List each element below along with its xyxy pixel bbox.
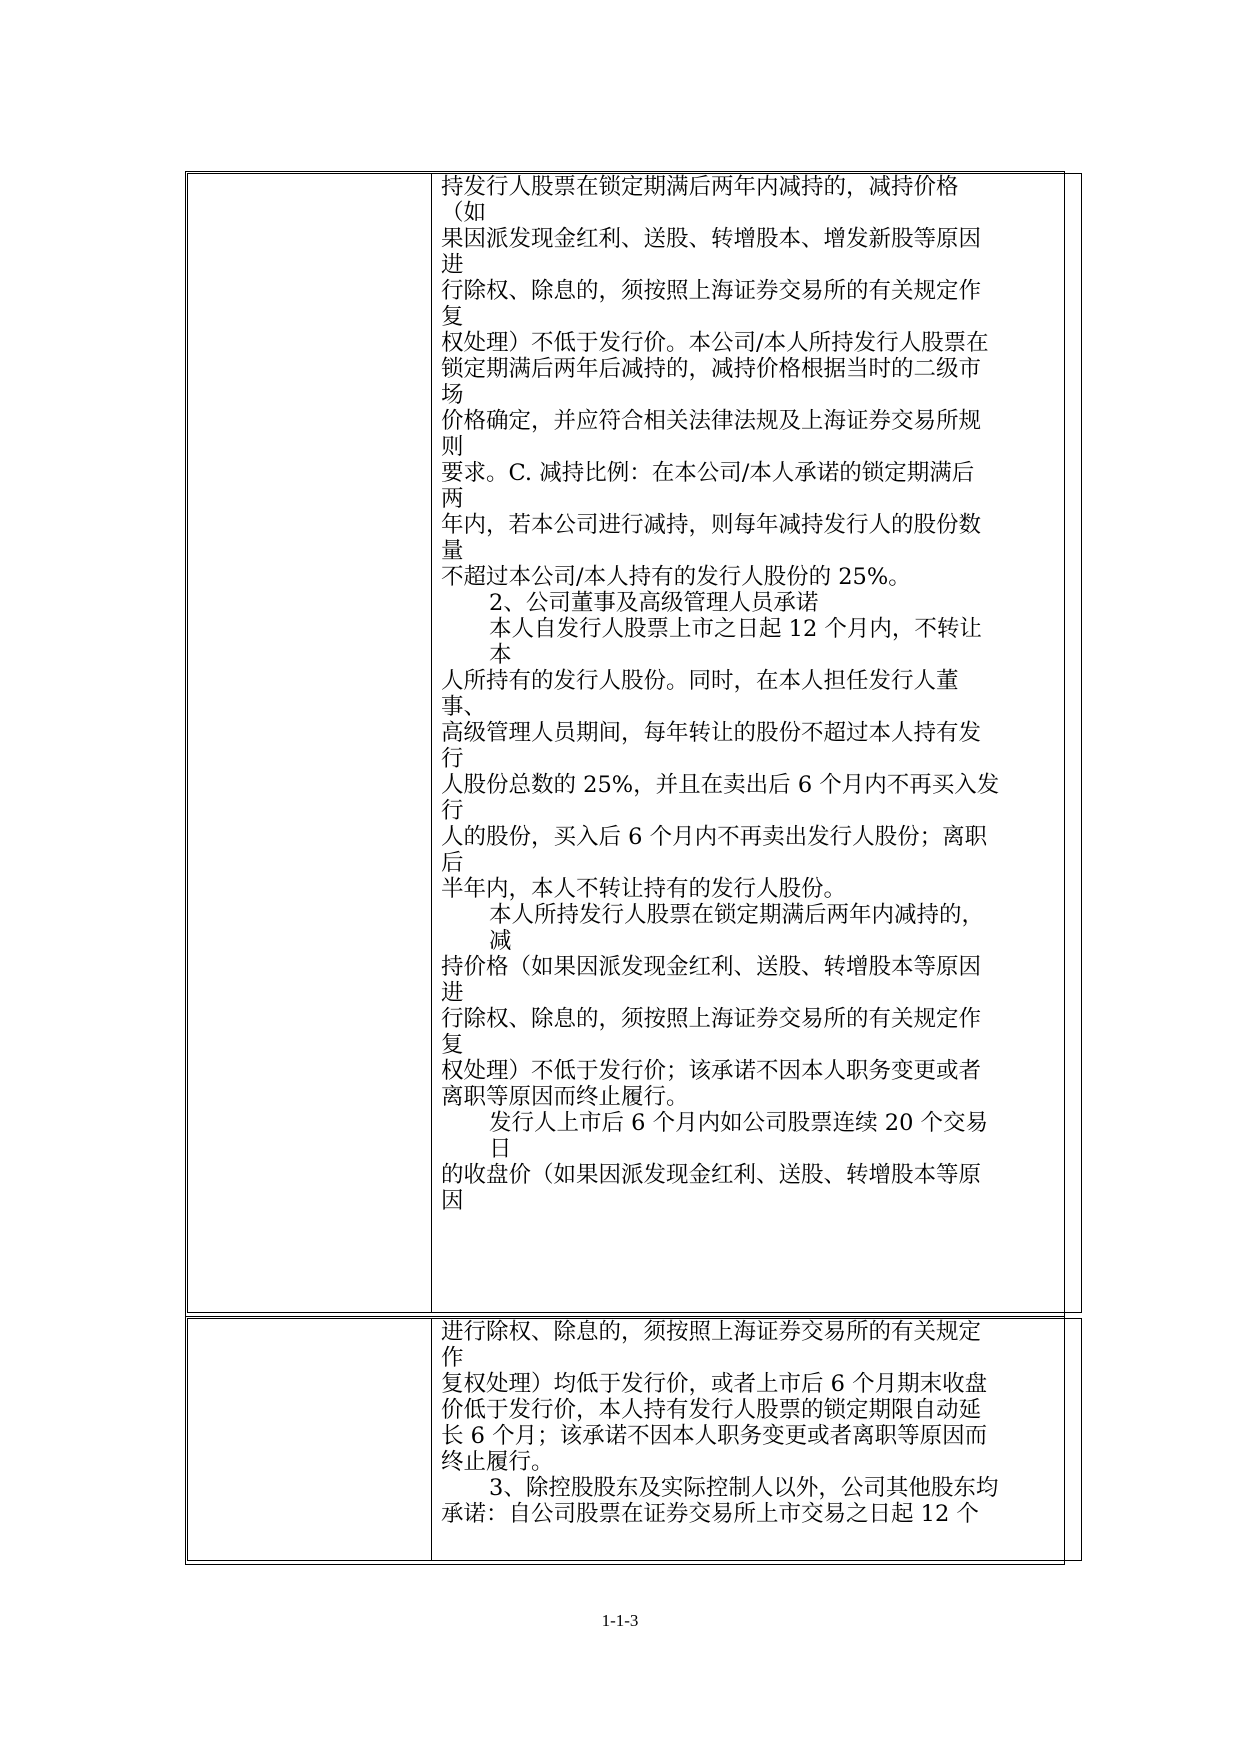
text-line: 2、公司董事及高级管理人员承诺 [489, 590, 819, 616]
text-line: 人所持有的发行人股份。同时，在本人担任发行人董 [441, 668, 959, 694]
text-line: 减 [489, 928, 512, 954]
text-line: （如 [441, 200, 487, 226]
text-line: 本 [489, 642, 512, 668]
text-line: 后 [441, 850, 464, 876]
text-line: 行除权、除息的，须按照上海证券交易所的有关规定作 [441, 1006, 982, 1032]
table-cell-commitment-text [432, 174, 1082, 1313]
table-row [188, 174, 1082, 1313]
text-line: 承诺：自公司股票在证券交易所上市交易之日起 12 个 [441, 1501, 979, 1527]
text-line: 行 [441, 746, 464, 772]
table-cell-left-empty [188, 174, 432, 1313]
text-line: 要求。C. 减持比例：在本公司/本人承诺的锁定期满后 [441, 460, 975, 486]
text-line: 权处理）不低于发行价。本公司/本人所持发行人股票在 [441, 330, 989, 356]
commitment-text-lines [441, 1319, 1073, 1527]
text-line: 作 [441, 1345, 464, 1371]
text-line: 3、除控股股东及实际控制人以外，公司其他股东均 [489, 1475, 999, 1501]
text-line: 价低于发行价，本人持有发行人股票的锁定期限自动延 [441, 1397, 982, 1423]
text-line: 不超过本公司/本人持有的发行人股份的 25%。 [441, 564, 911, 590]
text-line: 进 [441, 980, 464, 1006]
text-line: 场 [441, 382, 464, 408]
text-line: 本人自发行人股票上市之日起 12 个月内，不转让 [489, 616, 982, 642]
text-line: 日 [489, 1136, 512, 1162]
text-line: 锁定期满后两年后减持的，减持价格根据当时的二级市 [441, 356, 982, 382]
text-line: 两 [441, 486, 464, 512]
page-number: 1-1-3 [601, 1611, 639, 1630]
text-line: 长 6 个月；该承诺不因本人职务变更或者离职等原因而 [441, 1423, 988, 1449]
text-line: 因 [441, 1188, 464, 1214]
text-line: 价格确定，并应符合相关法律法规及上海证券交易所规 [441, 408, 982, 434]
text-line: 量 [441, 538, 464, 564]
text-line: 复 [441, 304, 464, 330]
text-line: 权处理）不低于发行价；该承诺不因本人职务变更或者 [441, 1058, 982, 1084]
text-line: 则 [441, 434, 464, 460]
text-line: 人股份总数的 25%，并且在卖出后 6 个月内不再买入发 [441, 772, 1000, 798]
text-line: 年内，若本公司进行减持，则每年减持发行人的股份数 [441, 512, 982, 538]
text-line: 本人所持发行人股票在锁定期满后两年内减持的， [489, 902, 985, 928]
text-line: 果因派发现金红利、送股、转增股本、增发新股等原因 [441, 226, 982, 252]
table-cell-left-empty [188, 1319, 432, 1561]
text-line: 终止履行。 [441, 1449, 554, 1475]
text-line: 进 [441, 252, 464, 278]
commitment-text-lines [441, 174, 1073, 1214]
text-line: 人的股份，买入后 6 个月内不再卖出发行人股份；离职 [441, 824, 988, 850]
text-line: 行除权、除息的，须按照上海证券交易所的有关规定作 [441, 278, 982, 304]
text-line: 持价格（如果因派发现金红利、送股、转增股本等原因 [441, 954, 982, 980]
text-line: 行 [441, 798, 464, 824]
commitment-table-part-1 [187, 173, 1082, 1313]
text-line: 的收盘价（如果因派发现金红利、送股、转增股本等原 [441, 1162, 982, 1188]
text-line: 进行除权、除息的，须按照上海证券交易所的有关规定 [441, 1319, 982, 1345]
text-line: 持发行人股票在锁定期满后两年内减持的，减持价格 [441, 174, 959, 200]
text-line: 复权处理）均低于发行价，或者上市后 6 个月期末收盘 [441, 1371, 988, 1397]
text-line: 复 [441, 1032, 464, 1058]
table-row [188, 1319, 1082, 1561]
text-line: 高级管理人员期间，每年转让的股份不超过本人持有发 [441, 720, 982, 746]
text-line: 发行人上市后 6 个月内如公司股票连续 20 个交易 [489, 1110, 989, 1136]
text-line: 半年内，本人不转让持有的发行人股份。 [441, 876, 847, 902]
table-cell-commitment-text [432, 1319, 1082, 1561]
text-line: 事、 [441, 694, 487, 720]
text-line: 离职等原因而终止履行。 [441, 1084, 689, 1110]
commitment-table-part-2 [187, 1318, 1082, 1561]
